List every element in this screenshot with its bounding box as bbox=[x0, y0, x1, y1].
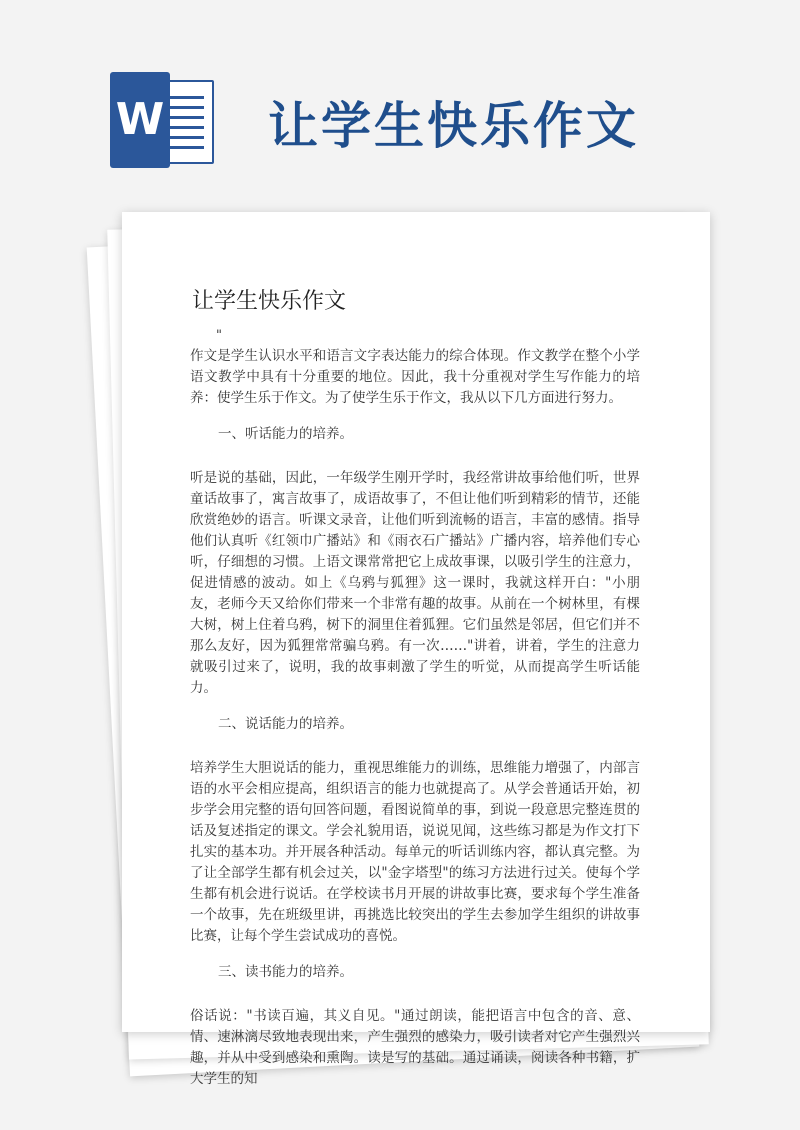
document-page bbox=[122, 212, 710, 1087]
paragraph-listening: 听是说的基础，因此，一年级学生刚开学时，我经常讲故事给他们听，世界童话故事了，寓言故事了，成语故事了，不但让他们听到精彩的情节，还能欣赏绝妙的语言。听课文录音，让他们听到流畅的语言，丰富的感情。指导他们认真听《红领巾广播站》和《雨衣石广播站》广播内容，培养他们专心听，仔细想的习惯。上语文课常常把它上成故事课，以吸引学生的注意力，促进情感的波动。如上《乌鸦与狐狸》这一课时，我就这样开白："小朋友，老师今天又给你们带来一个非常有趣的故事。从前在一个树林里，有棵大树，树上住着乌鸦，树下的洞里住着狐狸。它们虽然是邻居，但它们并不那么友好，因为狐狸常常骗乌鸦。有一次……"讲着，讲着，学生的注意力就吸引过来了，说明，我的故事刺激了学生的听觉，从而提高学生听话能力。 bbox=[190, 470, 640, 696]
banner-title: 让学生快乐作文 bbox=[268, 96, 639, 155]
section-heading-listening: 一、听话能力的培养。 bbox=[218, 426, 353, 442]
banner bbox=[0, 0, 800, 200]
document-title: 让学生快乐作文 bbox=[192, 289, 347, 314]
paragraph-reading: 俗话说："书读百遍，其义自见。"通过朗读，能把语言中包含的音、意、情、速淋漓尽致地表现出来，产生强烈的感染力，吸引读者对它产生强烈兴趣，并从中受到感染和熏陶。读是写的基础。通过诵读，阅读各种书籍，扩大学生的知 bbox=[190, 1008, 640, 1087]
paragraph-intro: 作文是学生认识水平和语言文字表达能力的综合体现。作文教学在整个小学语文教学中具有十分重要的地位。因此，我十分重视对学生写作能力的培养：使学生乐于作文。为了使学生乐于作文，我从以下几方面进行努力。 bbox=[190, 348, 640, 406]
document-body bbox=[190, 328, 640, 1105]
section-heading-reading: 三、读书能力的培养。 bbox=[218, 964, 353, 980]
section-heading-speaking: 二、说话能力的培养。 bbox=[218, 716, 353, 732]
quote-mark: " bbox=[216, 328, 222, 343]
word-document-icon bbox=[110, 72, 214, 168]
paragraph-speaking: 培养学生大胆说话的能力，重视思维能力的训练，思维能力增强了，内部言语的水平会相应提高，组织语言的能力也就提高了。从学会普通话开始，初步学会用完整的语句回答问题，看图说简单的事，到说一段意思完整连贯的话及复述指定的课文。学会礼貌用语，说说见闻，这些练习都是为作文打下扎实的基本功。并开展各种活动。每单元的听话训练内容，都认真完整。为了让全部学生都有机会过关，以"金字塔型"的练习方法进行过关。使每个学生都有机会进行说话。在学校读书月开展的讲故事比赛，要求每个学生准备一个故事，先在班级里讲，再挑选比较突出的学生去参加学生组织的讲故事比赛，让每个学生尝试成功的喜悦。 bbox=[190, 760, 640, 944]
word-logo-letter: W bbox=[110, 72, 170, 168]
